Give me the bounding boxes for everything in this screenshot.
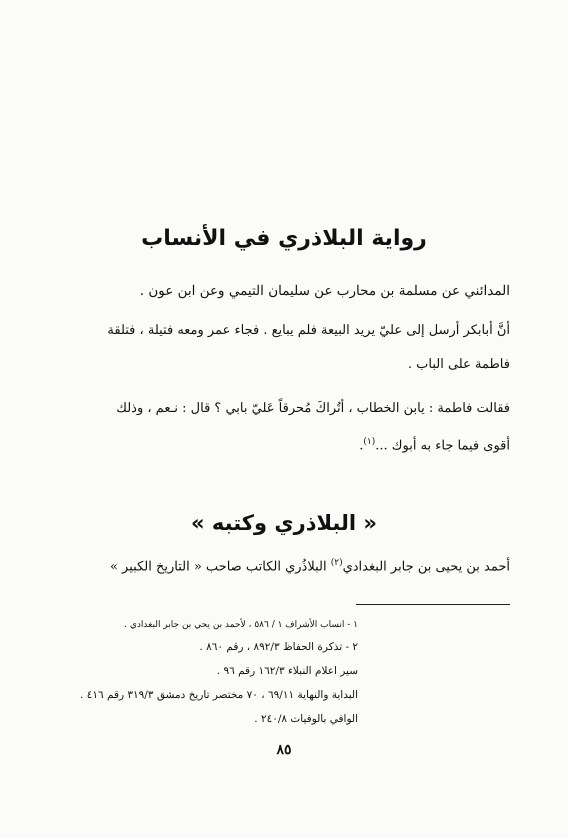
biography-text: البلاذُري الكاتب صاحب « التاريخ الكبير » [109,559,331,575]
footnote-separator [356,604,510,605]
paragraph-line: فاطمة على الباب . [407,357,510,372]
footnote-marker: (١) [363,437,376,447]
footnote-marker: (٢) [330,558,343,568]
paragraph-end: . [359,438,364,454]
section-heading-baladhuri: « البلاذري وكتبه » [191,511,377,535]
paragraph-line: أنَّ أبابكر أرسل إلى عليّ يريد البيعة فلم يبايع . فجاء عمر ومعه فتيلة ، فتلقة [107,323,510,338]
paragraph-text: أقوى فيما جاء به أبوك ... [375,438,510,454]
footnote: ١ - انساب الأشراف ١ / ٥٨٦ ، لأحمد بن يحي بن جابر البغدادي . [124,620,358,630]
paragraph-line [359,437,510,453]
isnad-chain: المدائني عن مسلمة بن محارب عن سليمان التيمي وعن ابن عون . [139,283,510,299]
section-heading-ansab: رواية البلاذري في الأنساب [141,226,427,251]
author-name: أحمد بن يحيى بن جابر البغدادي [342,559,510,575]
page-number: ٨٥ [276,742,292,758]
paragraph-line: فقالت فاطمة : يابن الخطاب ، أتُراكَ مُحرقاً عَليّ بابي ؟ قال : نـعم ، وذلك [116,401,510,416]
footnote: سير اعلام النبلاء ١٦٢/٣ رقم ٩٦ . [216,665,358,677]
footnote: ٢ - تذكرة الحفاظ ٨٩٢/٣ ، رقم ٨٦٠ . [199,641,358,653]
biography-line [110,558,510,574]
footnote: الوافي بالوفيات ٢٤٠/٨ . [254,713,358,725]
footnote: البداية والنهاية ٦٩/١١ ، ٧٠ مختصر تاريخ دمشق ٣١٩/٣ رقم ٤١٦ . [80,689,358,701]
